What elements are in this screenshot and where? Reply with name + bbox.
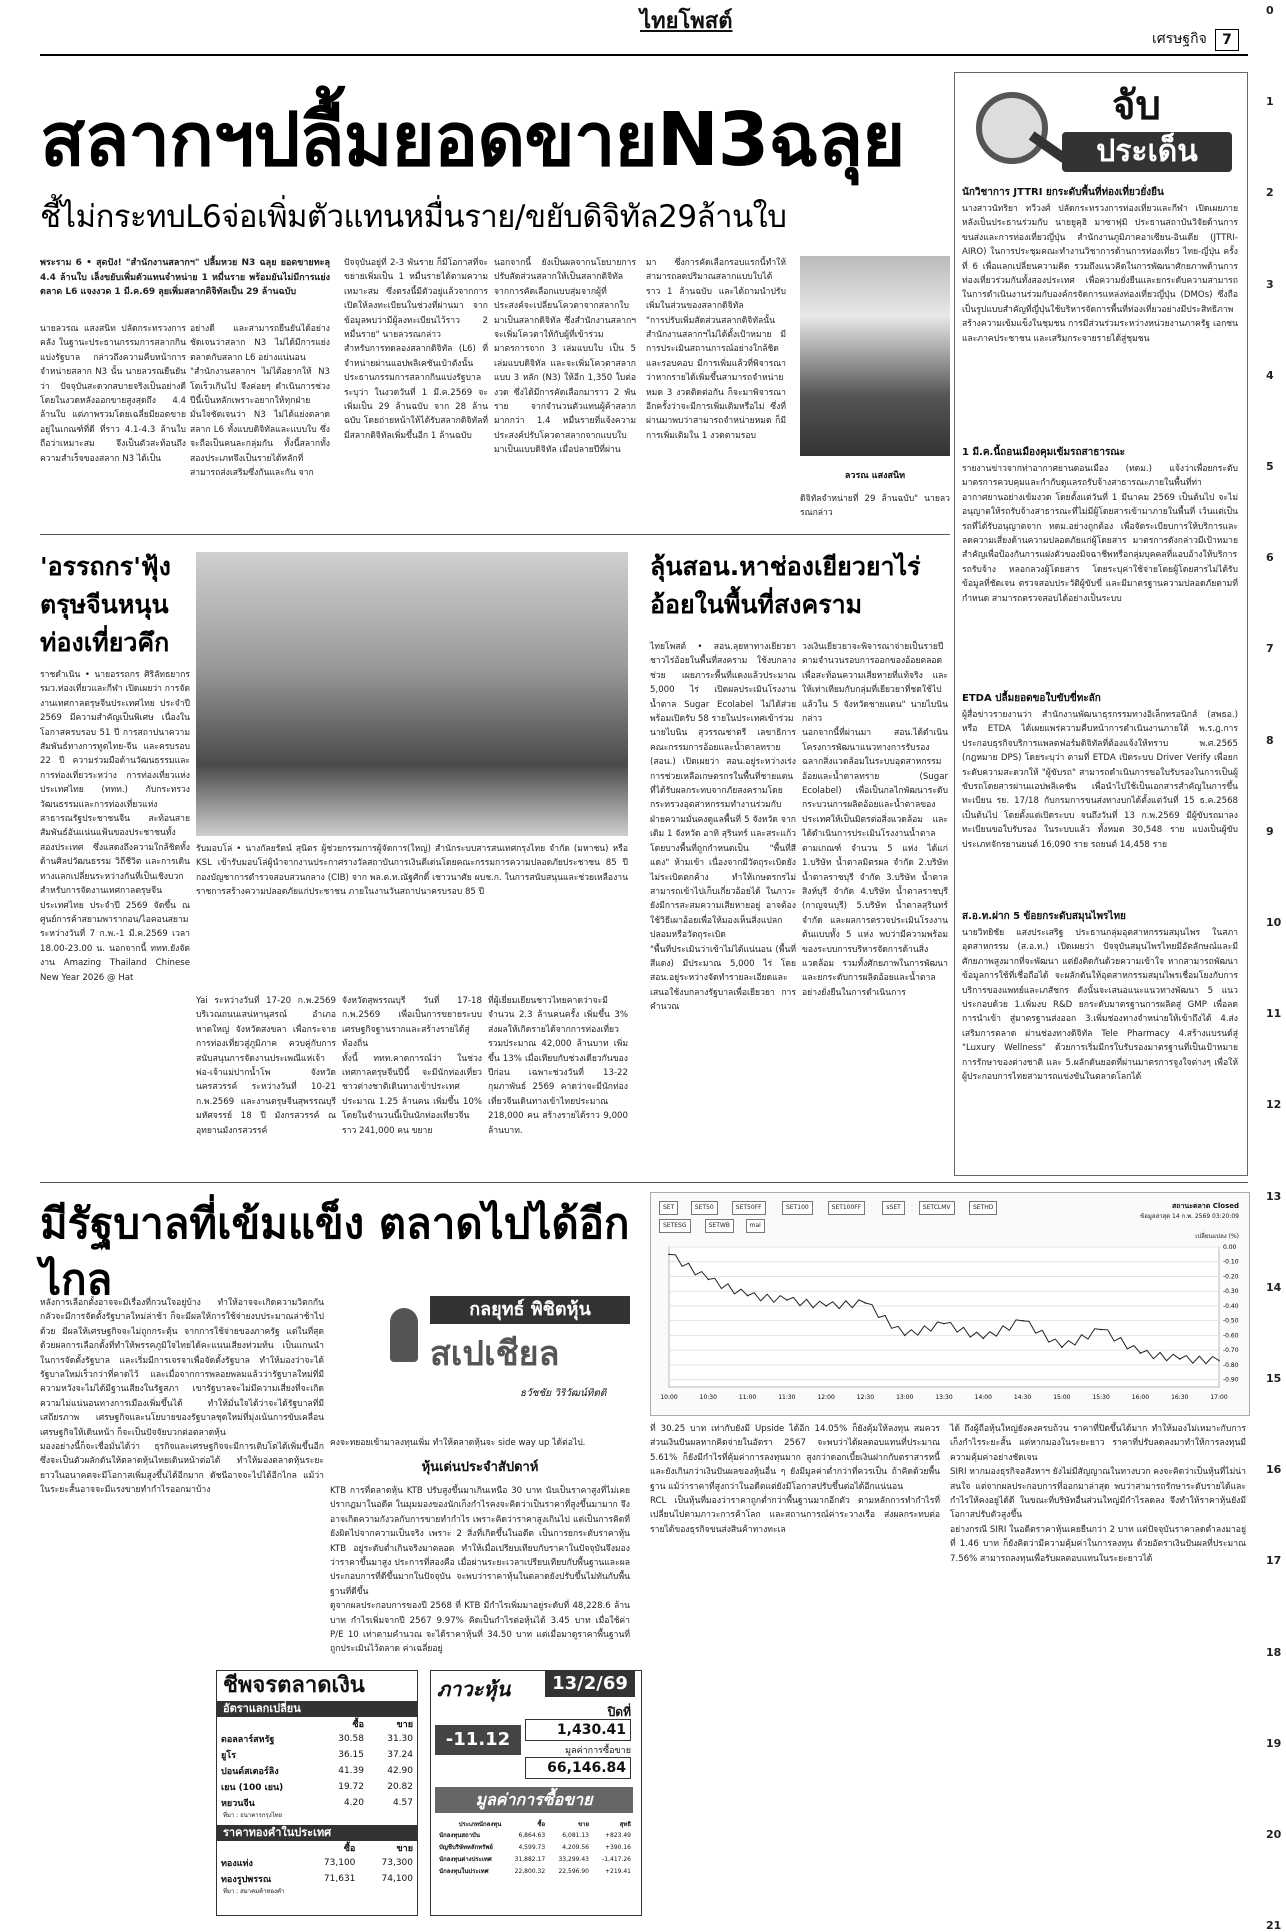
data-point	[825, 1305, 827, 1307]
x-tick-label: 10:30	[699, 1394, 717, 1401]
data-point	[707, 1279, 709, 1281]
ruler-mark: 1	[1266, 95, 1274, 109]
market-status: สถานะตลาด Closed	[1171, 1202, 1239, 1210]
x-tick-label: 14:00	[974, 1394, 992, 1401]
table-cell: ทองแท่ง	[221, 1859, 253, 1869]
lead-subheadline: ชี้ไม่กระทบL6จ่อเพิ่มตัวแทนหมื่นราย/ขยับดิจิทัล29ล้านใบ	[40, 199, 787, 235]
index-tab[interactable]: SET50FF	[732, 1201, 766, 1215]
lead-headline: สลากฯปลื้มยอดขายN3ฉลุย	[40, 97, 905, 183]
data-point	[904, 1335, 906, 1337]
table-cell: 4.57	[392, 1798, 413, 1808]
page-ruler	[1254, 0, 1286, 1932]
plot-area	[669, 1247, 1219, 1387]
index-line-chart	[659, 1241, 1241, 1409]
column-author: ธวัชชัย วิริวัฒน์ทิตติ	[520, 1388, 607, 1399]
column-logo-main: สเปเชียล	[430, 1334, 560, 1374]
table-header	[217, 1717, 417, 1731]
table-header-cell: ขาย	[578, 1821, 589, 1828]
gold-table	[217, 1841, 417, 1887]
picks-col2: ที่ 30.25 บาท เท่ากับยังมี Upside ได้อีก 14.05% ก็ยังคุ้มให้ลงทุน สมควร ส่วนเงินปันผลหากคิดจ่ายในอัตรา 2567 จะพบว่าได้ผลตอบแทนที่ประมาณ 5.61% ก็ยังมีกำไรที่คุ้มค่าการลงทุนมาก สูงกว่าดอกเบี้ยเงินฝากกับตราสารหนี้ และยังเกินกว่าเงินปันผลของหุ้นอื่น ๆ ยังมีมูลค่าต่ำกว่าที่ควรเป็น ถ้าคิดด้วยพื้นฐาน แม้ว่าราคาที่สูงกว่าในอดีตแต่ยังมีโอกาสปรับขึ้นต่อได้อีกแน่นอน RCL เป็นหุ้นที่มองว่าราคาถูกต่ำกว่าพื้นฐานมากอีกตัว ตามหลักการทำกำไรที่เปลี่ยนไปตามภาวะการค้าโลก และสถานการณ์ค่าระวางเรือ ส่งผลกระทบต่อรายได้ของธุรกิจขนส่งสินค้าทางทะเล	[650, 1424, 940, 1535]
ruler-mark: 5	[1266, 460, 1274, 473]
table-cell: -1,417.26	[602, 1855, 631, 1863]
lead-col5: มา ซึ่งการคัดเลือกรอบแรกนี้ทำให้สามารถลดปริมาณสลากแบบใบได้ราว 1 ล้านฉบับ และได้ถามนำปรับเพิ่มในส่วนของสลากดิจิทัล "การปรับเพิ่มสัดส่วนสลากดิจิทัลนั้น สำนักงานสลากฯไม่ได้ตั้งเป้าหมาย มีการประเมินสถานการณ์อย่างใกล้ชิดและรอบคอบ มีการเพิ่มแล้วที่พิจารณาว่าหากรายได้เพิ่มขึ้นสามารถจำหน่ายหมด 3 งวดติดต่อกัน ก็จะมาพิจารณาอีกครั้งว่าจะมีการเพิ่มเติมหรือไม่ ซึ่งที่ผ่านมาพบว่าสามารถจำหน่ายหมด ก็มีการเพิ่มเติมใน 1 งวดตามรอบ	[646, 258, 786, 441]
market-title: ชีพจรตลาดเงิน	[223, 1673, 365, 1698]
ruler-mark: 13	[1266, 1189, 1282, 1203]
stock-date: 13/2/69	[545, 1671, 635, 1697]
table-cell: 30.58	[338, 1734, 364, 1744]
story2-col-b: จังหวัดสุพรรณบุรี วันที่ 17-18 ก.พ.2569 เพื่อเป็นการขยายระบบเศรษฐกิจฐานรากและสร้างรายได้สู่ท้องถิ่น ทั้งนี้ ททท.คาดการณ์ว่า ในช่วงเทศกาลตรุษจีนปีนี้ จะมีนักท่องเที่ยวชาวต่างชาติเดินทางเข้าประเทศประมาณ 1.25 ล้านคน เพิ่มขึ้น 10% โดยในจำนวนนี้เป็นนักท่องเที่ยวจีนราว 241,000 คน ขยาย	[342, 996, 482, 1136]
stock-close: 1,430.41	[525, 1719, 631, 1741]
x-tick-label: 14:30	[1013, 1394, 1032, 1401]
magnifier-icon	[976, 92, 1048, 164]
lead-col6: ดิจิทัลจำหน่ายที่ 29 ล้านฉบับ" นายลวรณกล่าว	[800, 494, 950, 519]
table-row	[217, 1747, 417, 1763]
ruler-mark: 15	[1266, 1372, 1282, 1385]
y-tick-label: -0.50	[1223, 1317, 1239, 1325]
lead-col3: ปัจจุบันอยู่ที่ 2-3 พันราย ก็มีโอกาสที่จะขยายเพิ่มเป็น 1 หมื่นรายได้ตามความเหมาะสม ซึ่งตรงนี้มีตัวอยู่แล้วจากการเปิดให้ลงทะเบียนในช่วงที่ผ่านมา จากข้อมูลพบว่ามีผู้ลงทะเบียนไว้ราว 2 หมื่นราย" นายลวรณกล่าว สำหรับการทดลองสลากดิจิทัล (L6) ที่จำหน่ายผ่านแอปพลิเคชันเป๋าตังนั้น ประธานกรรมการสลากกินแบ่งรัฐบาลระบุว่า ในงวดวันที่ 1 มี.ค.2569 จะเพิ่มเป็น 29 ล้านฉบับ จาก 28 ล้านฉบับ โดยถ่ายหน้าให้ได้รับสลากดิจิทัลที่มีสลากดิจิทัลเพิ่มขึ้นอีก 1 ล้านฉบับ	[344, 258, 488, 441]
data-point	[1179, 1358, 1181, 1360]
table-header-cell: ซื้อ	[352, 1720, 364, 1730]
table-header-cell	[217, 1841, 302, 1855]
table-header-cell	[217, 1717, 319, 1731]
x-tick-label: 11:30	[778, 1394, 796, 1401]
sidebar-s3-head: ETDA ปลื้มยอดขอใบขับขี่ทะลัก	[962, 693, 1101, 704]
table-cell: +823.49	[604, 1831, 631, 1839]
table-row	[217, 1731, 417, 1747]
table-cell: 71,631	[323, 1874, 356, 1884]
table-cell: นักลงทุนต่างประเทศ	[439, 1856, 492, 1863]
stock-title: ภาวะหุ้น	[437, 1677, 511, 1701]
story2-col-c: ที่ผู้เยี่ยมเยียนชาวไทยคาดว่าจะมีจำนวน 2.3 ล้านคนครั้ง เพิ่มขึ้น 3% ส่งผลให้เกิดรายได้จากการท่องเที่ยวรวมประมาณ 42,000 ล้านบาท เพิ่มขึ้น 13% เมื่อเทียบกับช่วงเดียวกันของปีก่อน เฉพาะช่วงวันที่ 13-22 กุมภาพันธ์ 2569 คาดว่าจะมีนักท่องเที่ยวจีนเดินทางเข้าไทยประมาณ 218,000 คน สร้างรายได้ราว 9,000 ล้านบาท.	[488, 996, 631, 1136]
sidebar-s4-head: ส.อ.ท.ผ่าก 5 ข้อยกระดับสมุนไพรไทย	[962, 911, 1126, 922]
data-point	[1061, 1346, 1063, 1348]
ruler-mark: 16	[1266, 1463, 1282, 1477]
table-header-cell: ประเภทนักลงทุน	[458, 1821, 502, 1828]
table-cell: 42.90	[387, 1766, 413, 1776]
y-tick-label: -0.70	[1223, 1347, 1239, 1355]
ruler-mark: 0	[1266, 4, 1274, 17]
sidebar-logo-top: จับ	[1112, 83, 1161, 129]
table-row	[217, 1763, 417, 1779]
ruler-mark: 7	[1266, 642, 1274, 656]
table-cell: นักลงทุนในประเทศ	[439, 1868, 489, 1875]
index-tab[interactable]: SET100FF	[828, 1201, 866, 1215]
data-point	[1140, 1352, 1142, 1354]
picks-headline: หุ้นเด่นประจำสัปดาห์	[421, 1460, 539, 1475]
lead-photo-caption: ลวรณ แสงสนิท	[844, 471, 906, 481]
table-cell: ดอลลาร์สหรัฐ	[221, 1735, 275, 1745]
index-tab[interactable]: SET50	[691, 1201, 718, 1215]
x-tick-label: 16:30	[1171, 1394, 1189, 1401]
table-cell: 4,209.56	[562, 1843, 589, 1851]
table-cell: 33,299.43	[558, 1855, 589, 1863]
table-header-cell: ซื้อ	[537, 1821, 546, 1828]
flow-title: มูลค่าการซื้อขาย	[435, 1787, 633, 1813]
column-headline: มีรัฐบาลที่เข้มแข็ง ตลาดไปได้อีกไกล	[40, 1199, 630, 1304]
y-tick-label: -0.80	[1223, 1361, 1239, 1369]
fx-table	[217, 1717, 417, 1811]
story3-col2: วงเงินเยียวยาจะพิจารณาจ่ายเป็นรายปี ตามจำนวนรอบการออกของอ้อยตลอดเพื่อสะท้อนความเสียหายที่แท้จริง และให้เท่าเทียมกับกลุ่มที่เยียวยาที่ชดใช้ไปแล้วใน 5 จังหวัดชายแดน" นายไบนิน กล่าว นอกจากนี้ที่ผ่านมา สอน.ได้ดำเนินโครงการพัฒนาแนวทางการรับรองฉลากสิ่งแวดล้อมในระบบอุตสาหกรรมอ้อยและน้ำตาลทราย (Sugar Ecolabel) เพื่อเป็นกลไกพัฒนาระดับกระบวนการผลิตอ้อยและน้ำตาลของประเทศให้เป็นมิตรต่อสิ่งแวดล้อม และได้ดำเนินการประเมินโรงงานน้ำตาลตามเกณฑ์ จำนวน 5 แห่ง ได้แก่ 1.บริษัท น้ำตาลมิตรผล จำกัด 2.บริษัท น้ำตาลราชบุรี จำกัด 3.บริษัท น้ำตาลสิงห์บุรี จำกัด 4.บริษัท น้ำตาลราชบุรี (กาญจนบุรี) 5.บริษัท น้ำตาลสุรินทร์ จำกัด และผลการตรวจประเมินโรงงานต้นแบบทั้ง 5 แห่ง พบว่ามีความพร้อมของระบบการบริหารจัดการด้านสิ่งแวดล้อม รวมทั้งศักยภาพในการพัฒนาและยกระดับการผลิตอ้อยและน้ำตาลอย่างยั่งยืนในการดำเนินการ	[802, 642, 948, 998]
table-row	[217, 1779, 417, 1795]
y-tick-label: -0.20	[1223, 1273, 1239, 1281]
data-point	[1218, 1360, 1220, 1362]
stock-value-label: มูลค่าการซื้อขาย	[565, 1746, 631, 1756]
table-cell: 73,100	[323, 1858, 356, 1868]
table-cell: 31.30	[387, 1734, 413, 1744]
table-row	[217, 1871, 417, 1887]
market-updated: ข้อมูลล่าสุด 14 ก.พ. 2569 03:20:09	[1140, 1213, 1239, 1220]
masthead-logo: ไทยโพสต์	[640, 8, 733, 34]
table-row	[217, 1795, 417, 1811]
table-row	[435, 1853, 635, 1865]
ruler-mark: 17	[1266, 1554, 1282, 1568]
table-cell: ยูโร	[221, 1751, 236, 1761]
table-cell: 41.39	[338, 1766, 364, 1776]
table-cell: บัญชีบริษัทหลักทรัพย์	[439, 1844, 493, 1851]
x-tick-label: 10:00	[660, 1394, 678, 1401]
ruler-mark: 11	[1266, 1007, 1282, 1021]
index-tab[interactable]: SETESG	[659, 1219, 691, 1233]
x-tick-label: 15:30	[1092, 1394, 1110, 1401]
ruler-mark: 14	[1266, 1280, 1282, 1294]
data-point	[982, 1338, 984, 1340]
header-rule	[40, 54, 1248, 56]
table-row	[435, 1865, 635, 1877]
y-tick-label: 0.00	[1223, 1244, 1237, 1251]
table-header	[435, 1819, 635, 1829]
data-point	[668, 1254, 670, 1256]
table-cell: 73,300	[381, 1858, 413, 1868]
ruler-mark: 3	[1266, 277, 1274, 291]
table-cell: ทองรูปพรรณ	[221, 1875, 272, 1885]
data-point	[747, 1295, 749, 1297]
ruler-mark: 9	[1266, 824, 1274, 838]
story2-photo	[196, 552, 628, 836]
story2-body: ราชดำเนิน • นายอรรถกร ศิริลัทธยากร รมว.ท่องเที่ยวและกีฬา เปิดเผยว่า การจัดงานเทศกาลตรุษจีนประเทศไทย ประจำปี 2569 มีความสำคัญเป็นพิเศษ เนื่องในโอกาสครบรอบ 51 ปี การสถาปนาความสัมพันธ์ทางการทูตไทย-จีน และครบรอบ 22 ปี ความร่วมมือด้านวัฒนธรรมและการท่องเที่ยวระหว่าง การท่องเที่ยวแห่งประเทศไทย (ททท.) กับกระทรวงวัฒนธรรมและการท่องเที่ยวแห่งสาธารณรัฐประชาชนจีน สะท้อนสายสัมพันธ์อันแน่นแฟ้นของประชาชนทั้งสองประเทศ ซึ่งแสดงถึงความใกล้ชิดทั้งด้านศิลปวัฒนธรรม วิถีชีวิต และการเดินทางแลกเปลี่ยนระหว่างกันที่เป็นเชิงบวก สำหรับการจัดงานเทศกาลตรุษจีนประเทศไทย ประจำปี 2569 จัดขึ้น ณ ศูนย์การค้าสยามพารากอน/ไอคอนสยาม ระหว่างวันที่ 7 ก.พ.-1 มี.ค.2569 เวลา 18.00-23.00 น. นอกจากนี้ ททท.ยังจัดงาน Amazing Thailand Chinese New Year 2026 @ Hat	[40, 670, 191, 983]
section-label: เศรษฐกิจ	[1152, 31, 1207, 47]
ruler-mark: 20	[1266, 1828, 1282, 1841]
table-header-cell: ขาย	[396, 1720, 413, 1730]
index-tab[interactable]: SETWB	[705, 1219, 734, 1233]
table-cell: 74,100	[381, 1874, 413, 1884]
table-cell: 6,081.13	[562, 1831, 589, 1839]
x-tick-label: 13:00	[896, 1394, 914, 1401]
table-cell: หยวนจีน	[221, 1799, 255, 1809]
index-tab[interactable]: SET	[659, 1201, 678, 1215]
story2-photo-caption: รับมอบโล่ • นางกัลยรัตน์ สุนิตร ผู้ช่วยกรรมการผู้จัดการ(ใหญ่) สำนักระบบสารสนเทศกรุงไทย จำกัด (มหาชน) หรือ KSL เข้ารับมอบโล่ผู้นำจากงานประกาศรางวัลสถาบันการเงินดีเด่นโดยคณะกรรมการความปลอดภัยประชาชน 85 ปี กองบัญชาการตำรวจสอบสวนกลาง (CIB) จาก พล.ต.ท.ณัฐศักดิ์ เชาวนาศัย ผบช.ก. ในการสนับสนุนและช่วยเหลืองานราชการสร้างความปลอดภัยแก่ประชาชน ภายในงานวันสถาปนาครบรอบ 85 ปี	[196, 844, 631, 898]
y-tick-label: -0.90	[1223, 1376, 1239, 1384]
lead-col4: นอกจากนี้ ยังเป็นผลจากนโยบายการปรับสัดส่วนสลากให้เป็นสลากดิจิทัล จากการคัดเลือกแบบสุ่มจากผู้ที่ประสงค์จะเปลี่ยนโควตาจากสลากใบมาเป็นสลากดิจิทัล ซึ่งสำนักงานสลากฯจะเพิ่มโควตาให้กับผู้ที่เข้าร่วมมาตรการจาก 3 เล่มแบบใบ เป็น 5 เล่มแบบดิจิทัล และจะเพิ่มโควตาสลากแบบ 3 หลัก (N3) ให้อีก 1,350 ใบต่องวด ซึ่งได้มีการคัดเลือกมาราว 2 พันราย จากจำนวนตัวแทนผู้ค้าสลากมากกว่า 1.4 หมื่นรายที่แจ้งความประสงค์ปรับโควตาสลากจากแบบใบมาเป็นแบบดิจิทัล เมื่อปลายปีที่ผ่าน	[494, 258, 639, 456]
y-tick-label: -0.60	[1223, 1332, 1239, 1340]
ruler-mark: 18	[1266, 1645, 1282, 1659]
column-chart-caption: คงจะทยอยเข้ามาลงทุนเพิ่ม ทำให้ตลาดหุ้นจะ side way up ได้ต่อไป.	[330, 1438, 586, 1448]
x-tick-label: 11:00	[738, 1394, 757, 1401]
table-header-cell: ซื้อ	[343, 1844, 356, 1854]
table-row	[217, 1855, 417, 1871]
data-point	[1022, 1320, 1024, 1322]
ruler-mark: 10	[1266, 916, 1282, 929]
market-box	[216, 1670, 418, 1916]
table-cell: 19.72	[338, 1782, 364, 1792]
story2-headline: 'อรรถกร'ฟุ้งตรุษจีนหนุนท่องเที่ยวคึก	[40, 552, 171, 657]
sidebar-s1-body: นางสาวนัทริยา ทวีวงศ์ ปลัดกระทรวงการท่องเที่ยวและกีฬา เปิดเผยภายหลังเป็นประธานร่วมกับ นายยูคุฮิ มาซาฟุมิ ประธานสถาบันวิจัยด้านการขนส่งและการท่องเที่ยวญี่ปุ่น สำนักงานภูมิภาคอาเซียน-อินเดีย (JTTRI-AIRO) ในการประชุมคณะทำงานวิชาการด้านการท่องเที่ยว ไทย-ญี่ปุ่น ครั้งที่ 6 เพื่อแลกเปลี่ยนความคิด รวมถึงแนวคิดในการพัฒนาศักยภาพด้านการท่องเที่ยวร่วมกันทั้งสองประเทศ เพื่อความยั่งยืนและยกระดับความสามารถในการดำเนินงานร่วมกับองค์กรจัดการแหล่งท่องเที่ยวญี่ปุ่น (DMOs) ซึ่งถือเป็นรูปแบบสำคัญที่ญี่ปุ่นใช้บริหารจัดการพื้นที่ท่องเที่ยวอย่างมีประสิทธิภาพ สร้างความเข้มแข็งในชุมชน การมีส่วนร่วมระหว่างหน่วยงานภาครัฐ เอกชน และภาคประชาชน และเสริมกระจายรายได้สู่ชุมชน	[962, 204, 1241, 344]
y-tick-label: -0.30	[1223, 1288, 1239, 1296]
data-point	[786, 1299, 788, 1301]
index-tabs-row2	[659, 1219, 1079, 1235]
index-chart-panel	[650, 1192, 1250, 1416]
gold-source: ที่มา : สมาคมค้าทองคำ	[223, 1888, 285, 1895]
story3-col1: ไทยโพสต์ • สอน.ลุยหาทางเยียวยาชาวไร่อ้อยในพื้นที่สงคราม ใช้งบกลางช่วย เผยภาระพื้นที่แดงแล้วประมาณ 5,000 ไร่ เปิดผลประเมินโรงงานน้ำตาล Sugar Ecolabel ไม่ได้ส่วย พร้อมเปิดรับ 58 รายในประเทศเข้าร่วม นายไบนิน สุวรรณชาตรี เลขาธิการคณะกรรมการอ้อยและน้ำตาลทราย (สอน.) เปิดเผยว่า สอน.อยู่ระหว่างเร่งการช่วยเหลือเกษตรกรในพื้นที่ชายแดนที่ได้รับผลกระทบจากภัยสงครามโดยกระทรวงอุตสาหกรรมทำงานร่วมกับฝ่ายความมั่นคงดูแลพื้นที่ 5 จังหวัด จากเดิม 1 จังหวัด อาทิ สุรินทร์ และสระแก้ว โดยบางพื้นที่ถูกกำหนดเป็น "พื้นที่สีแดง" ห้ามเข้า เนื่องจากมีวัตถุระเบิดยังไม่ระเบิดตกค้าง ทำให้เกษตรกรไม่สามารถเข้าไปเก็บเกี่ยวอ้อยได้ ในภาวะยังมีการสะสมความเสียหายอยู่ อาจต้องใช้วิธีเผาอ้อยเพื่อให้มองเห็นสิ่งแปลกปลอมหรือวัตถุระเบิด "พื้นที่ประเมินว่าเข้าไม่ได้แน่นอน (พื้นที่สีแดง) มีประมาณ 5,000 ไร่ โดย สอน.อยู่ระหว่างจัดทำรายละเอียดและเสนอใช้งบกลางรัฐบาลเพื่อเยียวยา การคำนวณ	[650, 642, 796, 1013]
data-point	[943, 1323, 945, 1325]
table-row	[435, 1841, 635, 1853]
x-tick-label: 16:00	[1131, 1394, 1150, 1401]
index-tab[interactable]: sSET	[882, 1201, 904, 1215]
column-intro: หลังการเลือกตั้งอาจจะมีเรื่องที่กวนใจอยู่บ้าง ทำให้อาจจะเกิดความวิตกกัน กลัวจะมีการจัดตั้งรัฐบาลใหม่ล่าช้า ก็จะมีผลให้การใช้จ่ายงบประมาณล่าช้าไปด้วย มีผลให้เศรษฐกิจจะไม่ถูกกระตุ้น จากการใช้จ่ายของภาครัฐ แต่ในที่สุดด้วยผลการเลือกตั้งที่ทำให้พรรคภูมิใจไทยได้คะแนนเสียงท่วมท้น เป็นแกนนำในการจัดตั้งรัฐบาล และเริ่มมีการเจรจาเพื่อจัดตั้งรัฐบาล ทำให้มองว่าจะได้รัฐบาลใหม่เร็วกว่าที่คาดไว้ และเมื่อจากการพลอยพลมแล้วว่ารัฐบาลใหม่ที่มีความหวังจะไม่ได้มีฐานเสียงในรัฐสภา เขารัฐบาลจะไม่มีความเสี่ยงที่จะเกิดความไม่แน่นอนทางการเมืองเพิ่มขึ้นได้ ทำให้มั่นใจได้ว่าจะได้รัฐบาลที่มีเสถียรภาพ เศรษฐกิจและนโยบายของรัฐบาลชุดใหม่ที่มุ่งเน้นการขับเคลื่อนเศรษฐกิจให้เดินหน้า ก็จะเป็นปัจจัยบวกต่อตลาดหุ้น มองอย่างนี้ก็จะเชื่อมั่นได้ว่า ธุรกิจและเศรษฐกิจจะมีการเติบโตได้เพิ่มขึ้นอีก ซึ่งจะเป็นตัวผลักดันให้ตลาดหุ้นไทยเดินหน้าต่อได้ ทำให้มองตลาดหุ้นระยะยาวในอนาคตจะมีโอกาสเพิ่มสูงขึ้นได้อีกมาก ดัชนีอาจจะไปได้อีกไกล แม้ว่าในระยะสั้นอาจจะมีแรงขายทำกำไรออกมาบ้าง	[40, 1298, 324, 1496]
data-point	[1100, 1329, 1102, 1331]
sidebar-s2-head: 1 มี.ค.นี้ถอนเมืองคุมเข้มรถสาธารณะ	[962, 447, 1125, 458]
sidebar-s2-body: รายงานข่าวจากท่าอากาศยานดอนเมือง (ทดม.) แจ้งว่าเพื่อยกระดับมาตรการควบคุมและกำกับดูแลรถรับจ้างสาธารณะภายในพื้นที่ท่าอากาศยานอย่างเข้มงวด โดยตั้งแต่วันที่ 1 มีนาคม 2569 เป็นต้นไป จะไม่อนุญาตให้รถรับจ้างสาธารณะที่ไม่มีผู้โดยสารเข้ามาภายในพื้นที่ เว้นแต่เป็นรถที่ได้รับอนุญาตจาก ทดม.อย่างถูกต้อง เพื่อจัดระเบียบการให้บริการและลดความเสี่ยงด้านความปลอดภัยแก่ผู้โดยสาร มาตรการดังกล่าวมีเป้าหมายสำคัญเพื่อป้องกันการแฝงตัวของมิจฉาชีพหรือกลุ่มบุคคลที่แอบอ้างให้บริการรถรับจ้าง หลอกลวงผู้โดยสาร โดยระบุค่าใช้จ่ายโดยผู้โดยสารไม่ได้รับข้อมูลที่ชัดเจน ตรวจสอบประวัติผู้ขับขี่ และมีมาตรฐานความปลอดภัยตามที่กำหนด สามารถตรวจสอบได้อย่างเป็นระบบ	[962, 464, 1238, 604]
y-tick-label: -0.40	[1223, 1302, 1239, 1310]
sidebar-logo-bottom: ประเด็น	[1062, 132, 1232, 172]
picks-col3: ได้ ถึงผู้ถือหุ้นใหญ่ยังคงครบถ้วน ราคาที่ปิดขึ้นได้มาก ทำให้มองไม่เหมาะกับการเก็งกำไรระยะสั้น แต่หากมองในระยะยาว ราคาที่ปรับลดลงมาทำให้การลงทุนมีความคุ้มค่าอย่างชัดเจน SIRI หากมองธุรกิจอสังหาฯ ยังไม่มีสัญญาณในทางบวก คงจะคิดว่าเป็นหุ้นที่ไม่น่าสนใจ แต่จากผลประกอบการที่ออกมาล่าสุด พบว่าสามารถรักษาระดับรายได้และกำไรให้คงอยู่ได้ดี ในขณะที่บริษัทอื่นส่วนใหญ่มีกำไรลดลง จึงทำให้ราคาหุ้นยังมีโอกาสปรับตัวสูงขึ้น อย่างกรณี SIRI ในอดีตราคาหุ้นเคยยืนกว่า 2 บาท แต่ปัจจุบันราคาลดต่ำลงมาอยู่ที่ 1.46 บาท ก็ยังคิดว่ามีความคุ้มค่าในการลงทุน ด้วยอัตราเงินปันผลที่ประมาณ 7.56% สามารถลงทุนเพื่อรับผลตอบแทนในระยะยาวได้	[950, 1424, 1246, 1564]
table-cell: +219.41	[604, 1867, 631, 1875]
ruler-mark: 8	[1266, 733, 1274, 747]
table-cell: 4,599.73	[518, 1843, 546, 1851]
stock-change: -11.12	[435, 1725, 521, 1755]
index-tab[interactable]: SETCLMV	[919, 1201, 955, 1215]
stock-box	[430, 1670, 642, 1916]
picks-col1: KTB การที่ตลาดหุ้น KTB ปรับสูงขึ้นมาเกินเหนือ 30 บาท นับเป็นราคาสูงที่ไม่เคยปรากฏมาในอดีต ในมุมมองของนักเก็งกำไรคงจะคิดว่าเป็นราคาที่สูงขึ้นมามาก จึงอาจเกิดความกังวลกับการขายทำกำไร เพราะคิดว่าราคาสูงเกินไป แต่เป็นการคิดที่ยังผิดไปจากความเป็นจริง เพราะ 2 สิ่งที่เกิดขึ้นในอดีต เป็นการยกระดับราคาหุ้น KTB อยู่ระดับต่ำเกินจริงมาตลอด ทำให้เมื่อเปรียบเทียบกับราคาในปัจจุบันจึงมองว่าราคาขึ้นมาสูง ประการที่สองคือ เมื่อผ่านระยะเวลาเปรียบเทียบกับพื้นฐานและผลประกอบการที่ดีขึ้นมากในปัจจุบัน จะพบว่าราคาหุ้นในตลาดยังปรับขึ้นไม่ทันกับพื้นฐานที่ดีขึ้น ดูจากผลประกอบการของปี 2568 ที่ KTB มีกำไรเพิ่มมาอยู่ระดับที่ 48,228.6 ล้านบาท กำไรเพิ่มจากปี 2567 9.97% คิดเป็นกำไรต่อหุ้นได้ 3.45 บาท เมื่อใช้ค่า P/E 10 เท่าตามคำนวณ จะได้ราคาหุ้นที่ 34.50 บาท แต่เมื่อมาดูราคาพื้นฐานที่ถูกประเมินไว้ตลาด ค่าเฉลี่ยอยู่	[330, 1486, 630, 1655]
column-logo-kicker: กลยุทธ์ พิชิตหุ้น	[430, 1296, 630, 1324]
x-tick-label: 12:30	[856, 1394, 875, 1401]
index-tabs-row1	[659, 1201, 1079, 1217]
ruler-mark: 19	[1266, 1736, 1282, 1750]
x-tick-label: 12:00	[817, 1394, 835, 1401]
separator-line	[40, 534, 950, 535]
x-tick-label: 17:00	[1210, 1394, 1228, 1401]
story3-headline: ลุ้นสอน.หาช่องเยียวยาไร่อ้อยในพื้นที่สงคราม	[650, 552, 921, 619]
ruler-mark: 12	[1266, 1098, 1282, 1112]
sidebar-s1-head: นักวิชาการ JTTRI ยกระดับพื้นที่ท่องเที่ยวยั่งยืน	[962, 187, 1164, 198]
table-header-cell: สุทธิ	[619, 1821, 631, 1828]
ruler-mark: 4	[1266, 368, 1274, 382]
chess-piece-icon	[390, 1308, 418, 1362]
sidebar-logo	[962, 82, 1238, 178]
separator-line-2	[40, 1182, 1248, 1183]
table-cell: 20.82	[387, 1782, 413, 1792]
sidebar-s3-body: ผู้สื่อข่าวรายงานว่า สำนักงานพัฒนาธุรกรรมทางอิเล็กทรอนิกส์ (สพธอ.) หรือ ETDA ได้เผยแพร่ความคืบหน้าการดำเนินงานภายใต้ พ.ร.ฎ.การประกอบธุรกิจบริการแพลตฟอร์มดิจิทัลที่ต้องแจ้งให้ทราบ พ.ศ.2565 (กฎหมาย DPS) โดยระบุว่า ตามที่ ETDA เปิดระบบ Driver Verify เพื่อยกระดับความสะดวกให้ "ผู้ขับรถ" สามารถดำเนินการขอใบรับรองในการเป็นผู้ขับรถโดยสารผ่านแอปพลิเคชัน เพื่อนำไปใช้เป็นเอกสารสำคัญในการขึ้นทะเบียน รย. 17/18 กับกรมการขนส่งทางบกได้ตั้งแต่วันที่ 15 ธ.ค.2568 เป็นต้นไป โดยตั้งแต่เปิดระบบ จนถึงวันที่ 13 ก.พ.2569 มีผู้ขับรถมาลงทะเบียนขอใบรับรอง ในระบบแล้ว ทั้งหมด 30,548 ราย แบ่งเป็นผู้ขับประเภทจักรยานยนต์ 16,090 ราย รถยนต์ 14,458 ราย	[962, 710, 1241, 850]
fx-title: อัตราแลกเปลี่ยน	[217, 1701, 417, 1717]
x-tick-label: 13:30	[935, 1394, 953, 1401]
table-cell: 36.15	[338, 1750, 364, 1760]
lead-col1: นายลวรณ แสงสนิท ปลัดกระทรวงการคลัง ในฐานะประธานกรรมการสลากกินแบ่งรัฐบาล กล่าวถึงความคืบหน้าการจำหน่ายสลาก N3 นั้น นายลวรณยืนยันว่า ปัจจุบันสะดวกสบายจริงเป็นอย่างดี โดยในงวดหลังออกขายสูงสุดถึง 4.4 ล้านใบ แต่ภาพรวมโดยเฉลี่ยมียอดขายอยู่ในเกณฑ์ที่ดี ที่ราว 4.1-4.3 ล้านใบถือว่าเหมาะสม จึงเป็นตัวสะท้อนถึงความสำเร็จของสลาก N3 ได้เป็น	[40, 324, 189, 464]
data-point	[865, 1302, 867, 1304]
table-cell: เยน (100 เยน)	[221, 1783, 284, 1793]
lead-photo	[800, 256, 950, 456]
table-cell: 37.24	[387, 1750, 413, 1760]
story2-col-a: Yai ระหว่างวันที่ 17-20 ก.พ.2569 บริเวณถนนเสน่หานุสรณ์ อำเภอหาดใหญ่ จังหวัดสงขลา เพื่อกระจายการท่องเที่ยวสู่ภูมิภาค ควบคู่กับการสนับสนุนการจัดงานประเพณีแห่เจ้าพ่อ-เจ้าแม่ปากน้ำโพ จังหวัดนครสวรรค์ ระหว่างวันที่ 10-21 ก.พ.2569 และงานตรุษจีนสุพรรณบุรี มหัศจรรย์ 18 ปี มังกรสวรรค์ ณ อุทยานมังกรสวรรค์	[196, 996, 339, 1136]
lead-col2: อย่างดี และสามารถยืนยันได้อย่างชัดเจนว่าสลาก N3 ไม่ได้มีการแย่งตลาดกับสลาก L6 อย่างแน่นอน "สำนักงานสลากฯ ไม่ได้อยากให้ N3 โตเร็วเกินไป จึงค่อยๆ ดำเนินการช่วงปีนี้เป็นหลักเพราะอยากให้ทุกฝ่ายมั่นใจชัดเจนว่า N3 ไม่ได้แย่งตลาดสลาก L6 ทั้งแบบดิจิทัลและแบบใบ ซึ่งจะถือเป็นคนละกลุ่มกัน ทั้งนี้สลากทั้งสองประเภทจึงเป็นรายได้หลักที่สามารถส่งเสริมซึ่งกันและกัน จาก	[190, 324, 330, 479]
table-row	[435, 1829, 635, 1841]
table-cell: นักลงทุนสถาบัน	[439, 1832, 480, 1839]
index-tab[interactable]: mai	[746, 1219, 765, 1233]
table-cell: 6,864.63	[518, 1831, 546, 1839]
stock-close-label: ปิดที่	[607, 1705, 631, 1719]
page-number: 7	[1215, 29, 1239, 51]
table-cell: 4.20	[343, 1798, 364, 1808]
fx-source: ที่มา : ธนาคารกรุงไทย	[223, 1812, 283, 1819]
table-cell: 22,800.32	[514, 1867, 546, 1875]
y-tick-label: -0.10	[1223, 1258, 1239, 1266]
table-cell: 22,596.90	[558, 1867, 589, 1875]
chart-y-label: เปลี่ยนแปลง (%)	[1195, 1233, 1239, 1240]
column-logo	[330, 1296, 630, 1426]
table-cell: 31,882.17	[514, 1855, 546, 1863]
table-cell: +390.16	[604, 1843, 631, 1851]
ruler-mark: 2	[1266, 186, 1274, 200]
table-cell: ปอนด์สเตอร์ลิง	[221, 1767, 279, 1777]
table-header-cell: ขาย	[396, 1844, 413, 1854]
ruler-mark: 6	[1266, 551, 1274, 565]
table-header	[217, 1841, 417, 1855]
masthead	[640, 6, 750, 38]
gold-title: ราคาทองคำในประเทศ	[217, 1825, 417, 1841]
lead-lede: พระราม 6 • สุดปัง! "สำนักงานสลากฯ" ปลื้มหวย N3 ฉลุย ยอดขายทะลุ 4.4 ล้านใบ เล็งขยับเพิ่มตัวแทนจำหน่าย 1 หมื่นราย พร้อมยันไม่มีการแย่งตลาด L6 แจงงวด 1 มี.ค.69 ลุยเพิ่มสลากดิจิทัลเป็น 29 ล้านฉบับ	[40, 258, 334, 297]
index-tab[interactable]: SET100	[782, 1201, 813, 1215]
x-tick-label: 15:00	[1053, 1394, 1071, 1401]
ruler-mark: 21	[1266, 1919, 1282, 1932]
index-tab[interactable]: SETHD	[969, 1201, 997, 1215]
flow-table	[435, 1819, 635, 1877]
sidebar-s4-body: นายวิทยิชัย แสงประเสริฐ ประธานกลุ่มอุตสาหกรรมสมุนไพร ในสภาอุตสาหกรรม (ส.อ.ท.) เปิดเผยว่า ปัจจุบันสมุนไพรไทยมีอัตลักษณ์และมีศักยภาพสูงมากที่จะพัฒนา แต่ยังติดกันด้วยความเข้าใจ หากสามารถพัฒนาข้อมูลการใช้ที่เชื่อถือได้ จะผลักดันให้อุตสาหกรรมสมุนไพรเชื่อมโยงกับการบริการของแพทย์และเภสัชกร ดังนั้นจะเสนอแนะแนวทางพัฒนา 5 แนว ประกอบด้วย 1.เพิ่มงบ R&D ยกระดับมาตรฐานการผลิตสู่ GMP เพื่อลดการนำเข้า สู่มาตรฐานส่งออก 3.เพิ่มช่องทางจำหน่ายให้เข้าถึงได้ 4.ส่งเสริมการตลาด ผ่านช่องทางดิจิทัล Tele Pharmacy 4.สร้างแบรนด์สู่ "Luxury Wellness" ด้วยการเริ่มมีกรใบรับรองมาตรฐานที่เป็นเป้าหมายการรักษาของต่างชาติ และ 5.ผลักดันยอดที่ผ่านมาตรการจูงใจต่างๆ เพื่อให้ผู้ประกอบการไทยสามารถแข่งขันในตลาดโลกได้	[962, 928, 1241, 1083]
stock-value: 66,146.84	[525, 1757, 631, 1779]
